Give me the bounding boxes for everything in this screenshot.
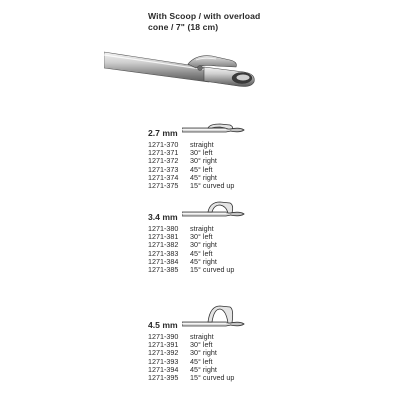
- article-number: 1271-380: [148, 224, 179, 233]
- tip-variant: 15° curved up: [190, 265, 235, 274]
- scoop-tip-profile-icon: [182, 298, 252, 332]
- forceps-scoop-tip-illustration: [104, 44, 264, 94]
- tip-variant: 45° right: [190, 364, 217, 374]
- article-number: 1271-392: [148, 348, 179, 358]
- tip-variant: 45° right: [190, 256, 217, 266]
- title-line-2: cone / 7" (18 cm): [148, 22, 219, 32]
- tip-variant: 30° right: [190, 348, 217, 358]
- tip-variant: 45° left: [190, 356, 213, 366]
- tip-variant: 45° left: [190, 248, 213, 258]
- article-number: 1271-383: [148, 248, 179, 258]
- title-line-1: With Scoop / with overload: [148, 11, 261, 21]
- tip-variant: 30° left: [190, 148, 213, 158]
- article-number: 1271-391: [148, 340, 179, 350]
- article-number: 1271-385: [148, 265, 179, 274]
- article-number: 1271-384: [148, 256, 179, 266]
- article-number: 1271-372: [148, 156, 179, 166]
- article-number: 1271-374: [148, 172, 179, 182]
- tip-variant: 30° right: [190, 240, 217, 250]
- list-item: [148, 182, 234, 190]
- scoop-tip-profile-icon: [182, 192, 252, 222]
- tip-variant: straight: [190, 332, 214, 341]
- tip-variant: 30° left: [190, 232, 213, 242]
- article-number: 1271-395: [148, 373, 179, 382]
- article-number: 1271-371: [148, 148, 179, 158]
- article-number: 1271-375: [148, 181, 179, 190]
- article-number: 1271-390: [148, 332, 179, 341]
- page-title: [148, 11, 278, 33]
- list-item: [148, 266, 234, 274]
- tip-variant: straight: [190, 140, 214, 149]
- article-number: 1271-370: [148, 140, 179, 149]
- size-label: 2.7 mm: [148, 128, 178, 138]
- tip-variant: 45° right: [190, 172, 217, 182]
- tip-variant: 45° left: [190, 164, 213, 174]
- tip-variant: 30° left: [190, 340, 213, 350]
- article-number: 1271-393: [148, 356, 179, 366]
- scoop-tip-profile-icon: [182, 116, 252, 138]
- article-number: 1271-373: [148, 164, 179, 174]
- list-item: [148, 374, 234, 382]
- tip-variant: straight: [190, 224, 214, 233]
- size-label: 3.4 mm: [148, 212, 178, 222]
- article-number: 1271-382: [148, 240, 179, 250]
- article-number: 1271-381: [148, 232, 179, 242]
- tip-variant: 15° curved up: [190, 373, 235, 382]
- article-number: 1271-394: [148, 364, 179, 374]
- tip-variant: 30° right: [190, 156, 217, 166]
- size-label: 4.5 mm: [148, 320, 178, 330]
- tip-variant: 15° curved up: [190, 181, 235, 190]
